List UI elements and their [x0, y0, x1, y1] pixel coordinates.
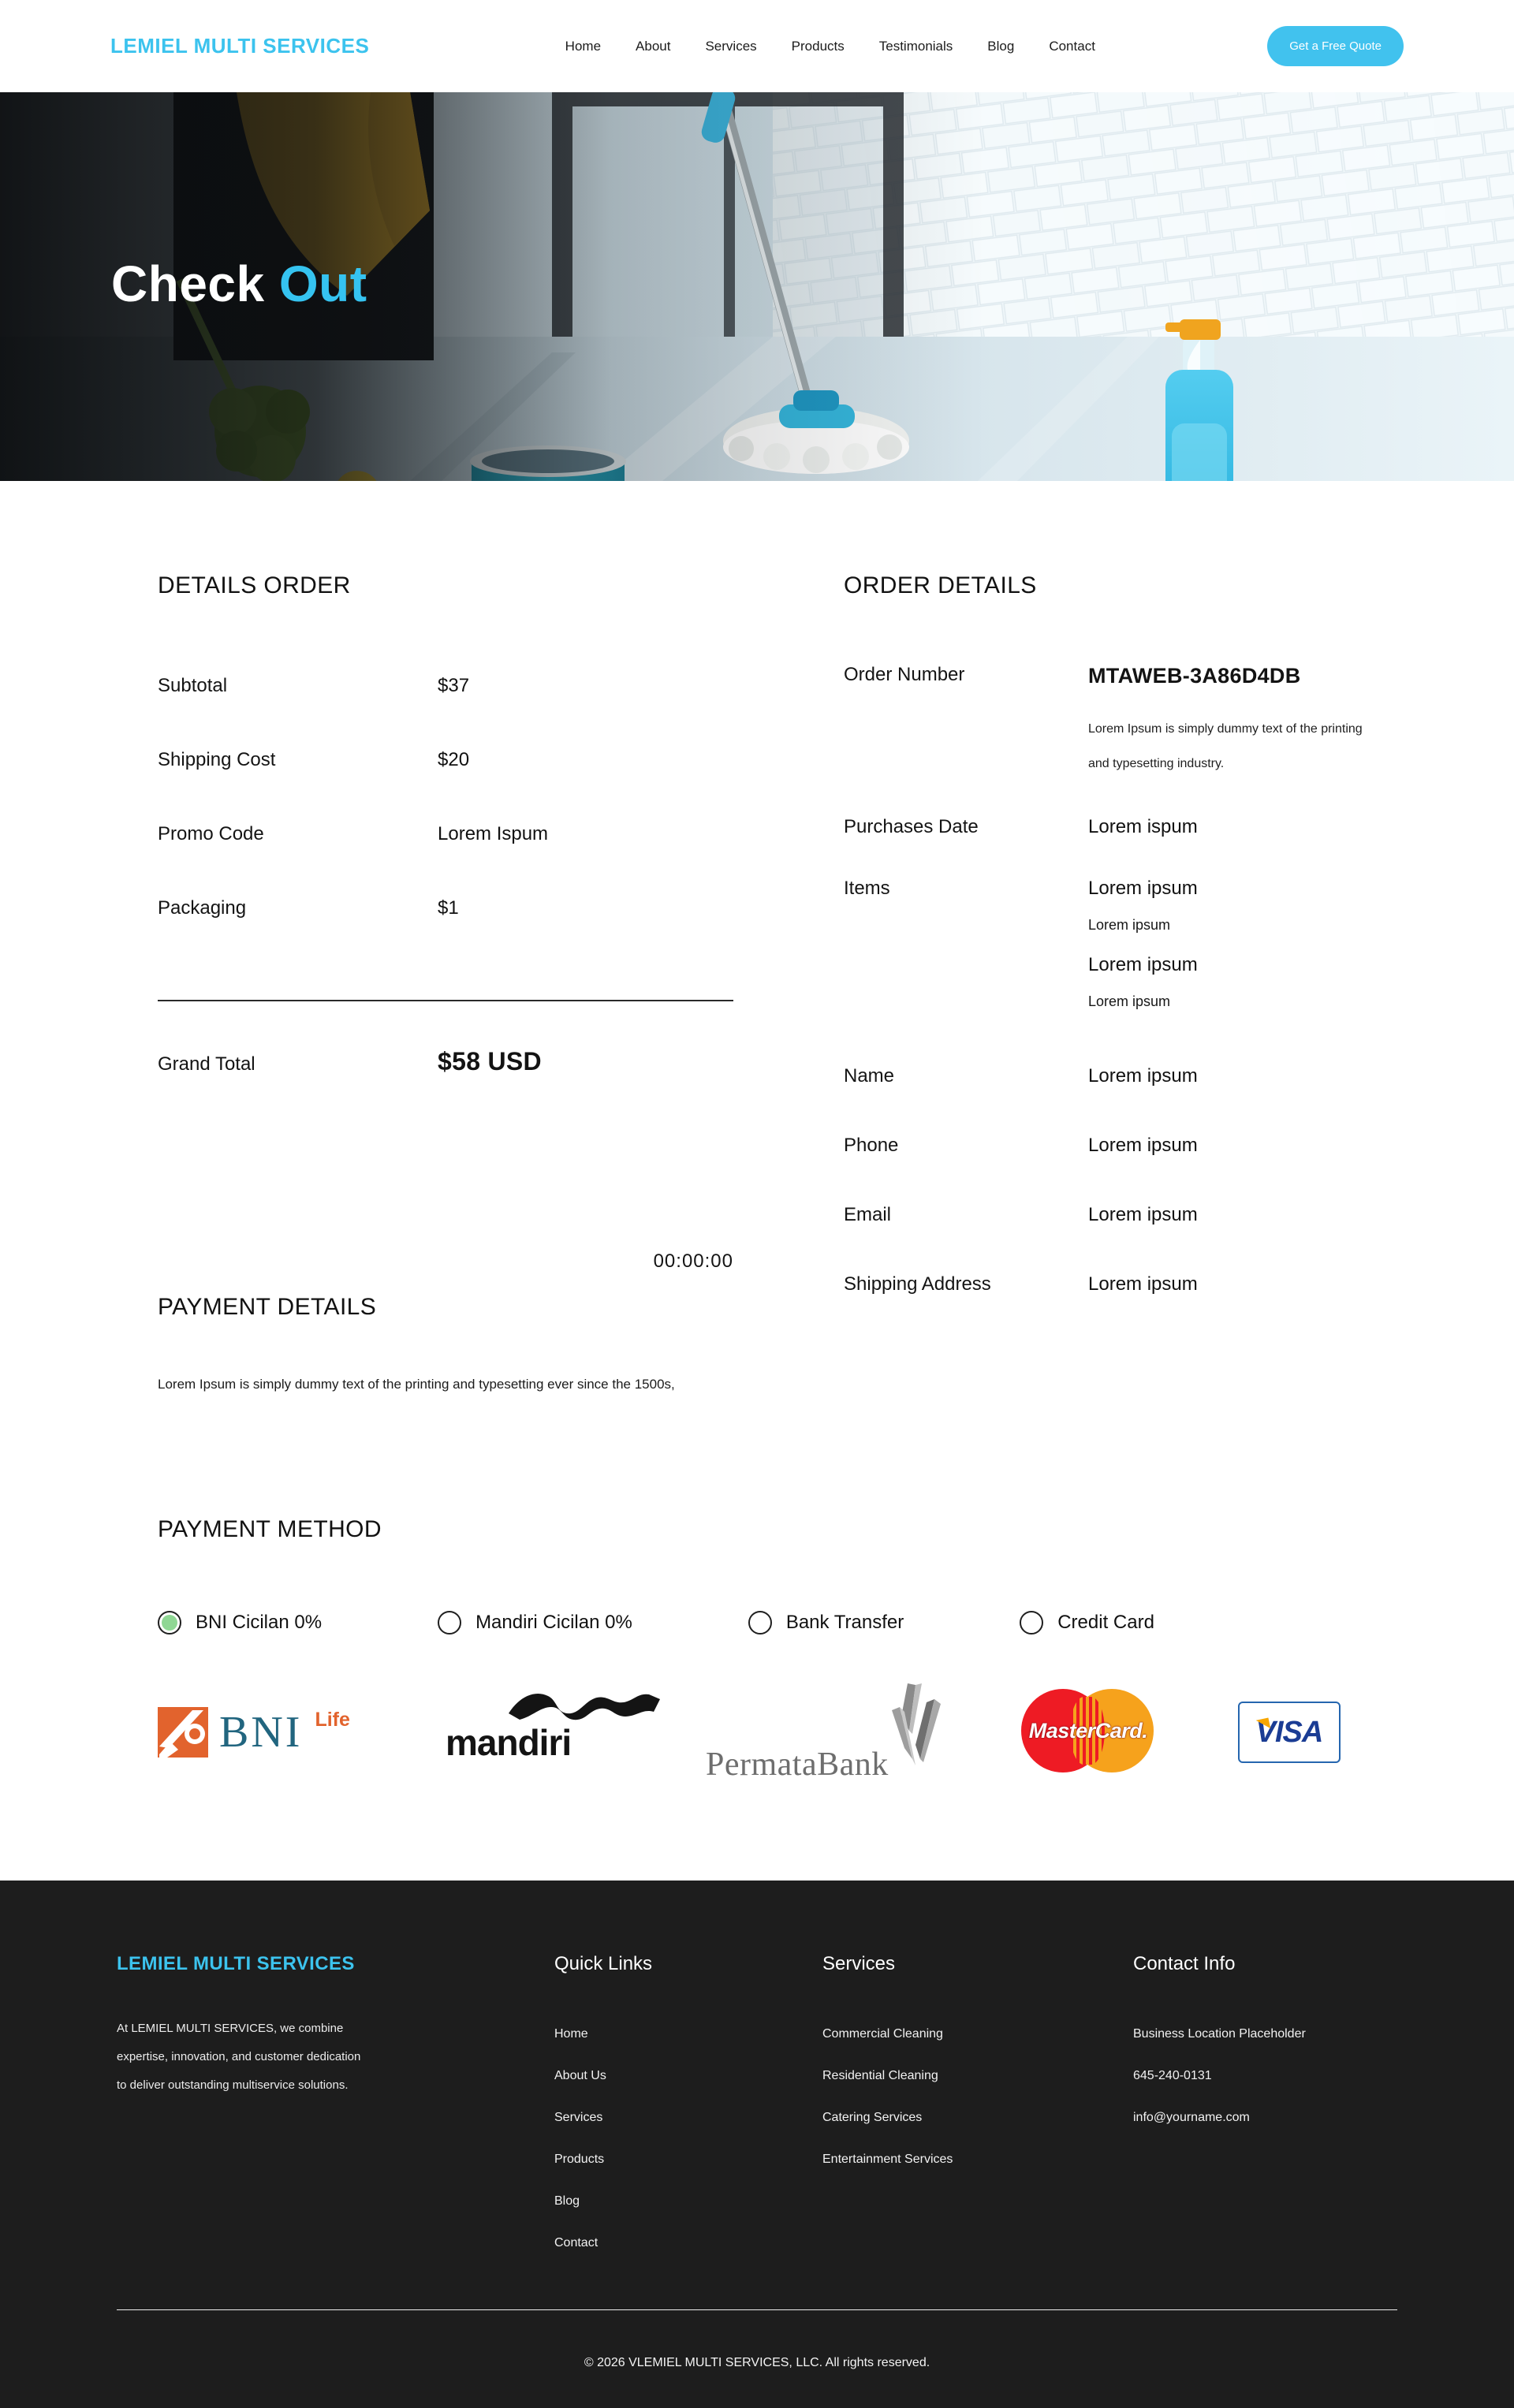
phone-value: Lorem ipsum [1088, 1135, 1198, 1156]
promo-code-label: Promo Code [158, 823, 264, 844]
name-label: Name [844, 1065, 895, 1087]
name-value: Lorem ipsum [1088, 1065, 1198, 1087]
footer-quick-links-column [554, 1953, 822, 2278]
radio-credit-card[interactable] [1020, 1611, 1154, 1635]
bni-logo-text: BNI [219, 1708, 303, 1757]
payment-details-description: Lorem Ipsum is simply dummy text of the printing and typesetting ever since the 1500s, [158, 1377, 675, 1392]
purchases-date-label: Purchases Date [844, 816, 979, 837]
grand-total-value: $58 USD [438, 1047, 542, 1075]
footer-link-products[interactable]: Products [554, 2153, 605, 2166]
visa-logo [1238, 1702, 1341, 1763]
promo-code-row [158, 823, 733, 845]
footer-link-entertainment-services[interactable]: Entertainment Services [822, 2153, 953, 2166]
shipping-cost-label: Shipping Cost [158, 749, 276, 770]
footer-brand-logo[interactable]: LEMIEL MULTI SERVICES [117, 1953, 355, 1974]
email-value: Lorem ipsum [1088, 1204, 1198, 1225]
email-label: Email [844, 1204, 892, 1225]
payment-method-section [158, 1516, 1364, 1783]
payment-method-options [158, 1611, 1364, 1635]
business-location-text: Business Location Placeholder [1133, 2027, 1306, 2041]
order-number-value: MTAWEB-3A86D4DB [1088, 664, 1301, 688]
bni-life-text: Life [315, 1709, 350, 1731]
page-footer [0, 1881, 1514, 2408]
grand-total-row [158, 1047, 733, 1076]
bni-logo-icon [158, 1707, 208, 1758]
radio-label: BNI Cicilan 0% [196, 1612, 323, 1633]
details-order-section [158, 481, 733, 1404]
subtotal-value: $37 [438, 675, 470, 696]
customer-info-rows [844, 1065, 1364, 1295]
footer-services-list [822, 2027, 1133, 2167]
order-cost-rows [158, 675, 733, 919]
shipping-cost-value: $20 [438, 749, 470, 770]
name-row [844, 1065, 1364, 1087]
radio-bank-transfer[interactable] [748, 1611, 904, 1635]
totals-divider [158, 1000, 733, 1001]
main-nav [369, 39, 1236, 54]
payment-details-header [158, 1202, 733, 1321]
footer-link-commercial-cleaning[interactable]: Commercial Cleaning [822, 2027, 943, 2041]
items-row [844, 878, 1364, 1010]
mastercard-logo-text: MasterCard. [1028, 1719, 1148, 1743]
bni-life-logo [158, 1707, 446, 1758]
mandiri-wave-icon [505, 1682, 663, 1723]
packaging-value: $1 [438, 897, 459, 919]
hero-banner [0, 92, 1514, 481]
footer-contact-column [1133, 1953, 1397, 2153]
email-link[interactable]: info@yourname.com [1133, 2111, 1250, 2124]
radio-selected-icon[interactable] [158, 1611, 181, 1635]
footer-link-about-us[interactable]: About Us [554, 2069, 606, 2082]
item-subtitle: Lorem ipsum [1088, 917, 1171, 933]
email-row [844, 1204, 1364, 1226]
nav-item-contact[interactable]: Contact [1049, 38, 1095, 54]
mandiri-logo [446, 1704, 706, 1761]
radio-label: Bank Transfer [785, 1612, 904, 1633]
shipping-address-value: Lorem ipsum [1088, 1273, 1198, 1295]
footer-link-blog[interactable]: Blog [554, 2194, 580, 2208]
order-details-heading: ORDER DETAILS [844, 572, 1037, 598]
item-entry [1088, 954, 1198, 1010]
purchases-date-row [844, 816, 1364, 838]
page-title-accent: Out [278, 255, 367, 312]
footer-brand-column [117, 1953, 554, 2112]
footer-link-residential-cleaning[interactable]: Residential Cleaning [822, 2069, 938, 2082]
nav-item-about[interactable]: About [636, 38, 671, 54]
permatabank-logo-text: PermataBank [706, 1746, 889, 1783]
grand-total-label: Grand Total [158, 1053, 255, 1075]
radio-label: Mandiri Cicilan 0% [475, 1612, 632, 1633]
purchases-date-value: Lorem ispum [1088, 816, 1198, 837]
radio-bni-cicilan[interactable] [158, 1611, 322, 1635]
item-subtitle: Lorem ipsum [1088, 993, 1171, 1009]
brand-logo[interactable]: LEMIEL MULTI SERVICES [110, 34, 370, 58]
footer-link-services[interactable]: Services [554, 2111, 603, 2124]
order-number-note: Lorem Ipsum is simply dummy text of the printing and typesetting industry. [1088, 722, 1363, 770]
subtotal-row [158, 675, 733, 697]
payment-method-heading: PAYMENT METHOD [158, 1516, 382, 1542]
shipping-address-label: Shipping Address [844, 1273, 991, 1295]
footer-link-catering-services[interactable]: Catering Services [822, 2111, 923, 2124]
order-number-row [844, 664, 1364, 781]
footer-about-text: At LEMIEL MULTI SERVICES, we combine expertise, innovation, and customer dedication to deliver outstanding multiservice solutions. [117, 2022, 361, 2092]
shipping-cost-row [158, 749, 733, 771]
footer-divider [117, 2309, 1397, 2310]
item-title: Lorem ipsum [1088, 954, 1198, 975]
phone-row [844, 1135, 1364, 1157]
nav-item-home[interactable]: Home [565, 38, 602, 54]
item-title: Lorem ipsum [1088, 878, 1198, 899]
mastercard-logo [1021, 1689, 1238, 1776]
item-entry [1088, 878, 1198, 934]
nav-item-testimonials[interactable]: Testimonials [878, 38, 953, 54]
nav-item-services[interactable]: Services [705, 38, 757, 54]
promo-code-value: Lorem Ispum [438, 823, 549, 844]
details-order-heading: DETAILS ORDER [158, 572, 351, 598]
permatabank-arrow-icon [892, 1683, 942, 1776]
packaging-label: Packaging [158, 897, 247, 919]
radio-mandiri-cicilan[interactable] [438, 1611, 632, 1635]
top-navbar [0, 0, 1514, 92]
copyright-text: © 2026 VLEMIEL MULTI SERVICES, LLC. All rights reserved. [584, 2356, 930, 2369]
visa-logo-text: VISA [1255, 1715, 1323, 1749]
footer-contact-list [1133, 2027, 1397, 2125]
contact-info-heading: Contact Info [1133, 1953, 1236, 1974]
bank-logos-row [158, 1685, 1364, 1783]
nav-item-products[interactable]: Products [791, 38, 845, 54]
checkout-content [0, 481, 1514, 1881]
get-free-quote-button[interactable]: Get a Free Quote [1267, 26, 1404, 66]
items-label: Items [844, 878, 890, 899]
services-heading: Services [822, 1953, 896, 1974]
payment-timer: 00:00:00 [653, 1251, 733, 1272]
order-number-label: Order Number [844, 664, 965, 685]
radio-icon[interactable] [438, 1611, 461, 1635]
radio-icon[interactable] [748, 1611, 772, 1635]
permatabank-logo [706, 1683, 1021, 1781]
quick-links-heading: Quick Links [554, 1953, 653, 1974]
footer-link-contact[interactable]: Contact [554, 2236, 599, 2250]
phone-number-link[interactable]: 645-240-0131 [1133, 2069, 1212, 2082]
nav-item-blog[interactable]: Blog [987, 38, 1015, 54]
footer-link-home[interactable]: Home [554, 2027, 588, 2041]
radio-icon[interactable] [1020, 1611, 1043, 1635]
radio-label: Credit Card [1057, 1612, 1154, 1633]
order-details-section [844, 481, 1364, 1343]
subtotal-label: Subtotal [158, 675, 228, 696]
footer-services-column [822, 1953, 1133, 2194]
packaging-row [158, 897, 733, 919]
page-title: Check Out [111, 255, 367, 312]
phone-label: Phone [844, 1135, 899, 1156]
quick-links-list [554, 2027, 822, 2250]
mandiri-logo-text: mandiri [446, 1722, 572, 1763]
shipping-address-row [844, 1273, 1364, 1295]
payment-details-heading: PAYMENT DETAILS [158, 1294, 377, 1320]
